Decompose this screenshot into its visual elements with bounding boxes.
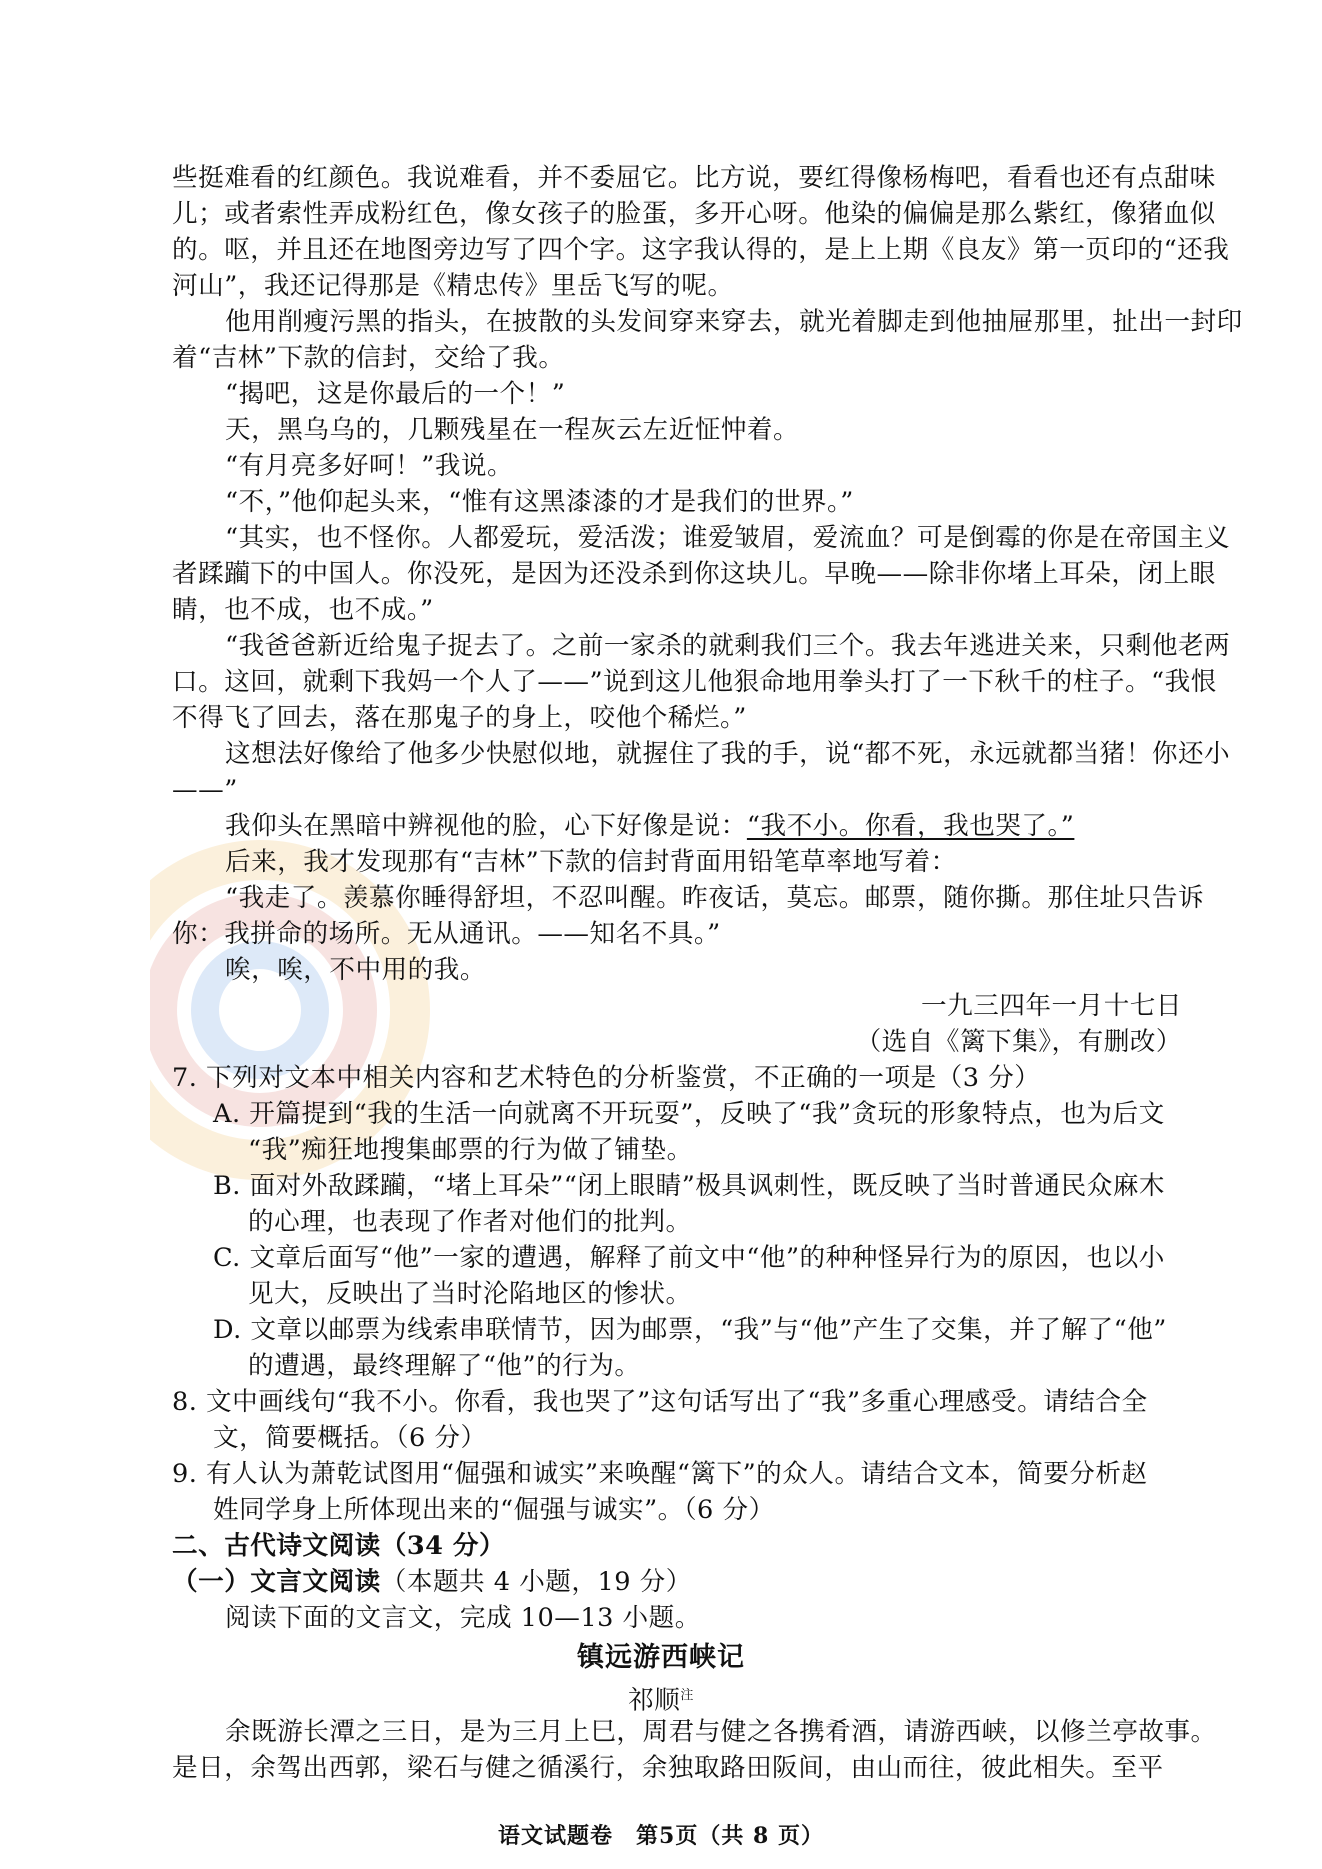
text-line-2: 儿；或者索性弄成粉红色，像女孩子的脸蛋，多开心呀。他染的偏偏是那么紫红，像猪血似 bbox=[172, 199, 1216, 229]
option-d-line-2: 的遭遇，最终理解了“他”的行为。 bbox=[248, 1351, 641, 1381]
underlined-sentence: “我不小。你看，我也哭了。” bbox=[746, 811, 1075, 841]
text-line-6: 着“吉林”下款的信封，交给了我。 bbox=[172, 343, 565, 373]
passage-line-1: 余既游长潭之三日，是为三月上巳，周君与健之各携肴酒，请游西峡，以修兰亭故事。 bbox=[225, 1717, 1217, 1747]
question-8-line-2: 文，简要概括。（6 分） bbox=[213, 1423, 487, 1453]
source-line: （选自《篱下集》，有删改） bbox=[855, 1027, 1182, 1057]
text-line-1: 些挺难看的红颜色。我说难看，并不委屈它。比方说，要红得像杨梅吧，看看也还有点甜味 bbox=[172, 163, 1216, 193]
passage-author bbox=[0, 1678, 1322, 1719]
option-a-line-2: “我”痴狂地搜集邮票的行为做了铺垫。 bbox=[248, 1135, 693, 1165]
text-line-20: 后来，我才发现那有“吉林”下款的信封背面用铅笔草率地写着： bbox=[225, 847, 957, 877]
text-line-12: 者蹂躏下的中国人。你没死，是因为还没杀到你这块儿。早晚——除非你堵上耳朵，闭上眼 bbox=[172, 559, 1216, 589]
question-7: 7. 下列对文本中相关内容和艺术特色的分析鉴赏，不正确的一项是（3 分） bbox=[172, 1063, 1041, 1093]
reading-instruction: 阅读下面的文言文，完成 10—13 小题。 bbox=[225, 1603, 701, 1633]
text-line-5: 他用削瘦污黑的指头，在披散的头发间穿来穿去，就光着脚走到他抽屉那里，扯出一封印 bbox=[225, 307, 1243, 337]
text-line-17: 这想法好像给了他多少快慰似地，就握住了我的手，说“都不死，永远就都当猪！你还小 bbox=[225, 739, 1231, 769]
text-line-8: 天，黑乌乌的，几颗残星在一程灰云左近怔忡着。 bbox=[225, 415, 800, 445]
question-9-line-1: 9. 有人认为萧乾试图用“倔强和诚实”来唤醒“篱下”的众人。请结合文本，简要分析赵 bbox=[172, 1459, 1148, 1489]
text-line-13: 睛，也不成，也不成。” bbox=[172, 595, 434, 625]
date-line: 一九三四年一月十七日 bbox=[921, 991, 1182, 1021]
option-d-line-1: D. 文章以邮票为线索串联情节，因为邮票，“我”与“他”产生了交集，并了解了“他” bbox=[213, 1315, 1167, 1345]
text-line-9: “有月亮多好呵！”我说。 bbox=[225, 451, 514, 481]
text-line-3: 的。呕，并且还在地图旁边写了四个字。这字我认得的，是上上期《良友》第一页印的“还我 bbox=[172, 235, 1230, 265]
line-19-text: 我仰头在黑暗中辨视他的脸，心下好像是说： bbox=[225, 811, 747, 841]
passage-title: 镇远游西峡记 bbox=[577, 1642, 745, 1673]
passage-line-2: 是日，余驾出西郭，梁石与健之循溪行，余独取路田阪间，由山而往，彼此相失。至平 bbox=[172, 1753, 1164, 1783]
text-line-14: “我爸爸新近给鬼子捉去了。之前一家杀的就剩我们三个。我去年逃进关来，只剩他老两 bbox=[225, 631, 1231, 661]
subsection-note: （本题共 4 小题，19 分） bbox=[380, 1567, 692, 1597]
text-line-4: 河山”，我还记得那是《精忠传》里岳飞写的呢。 bbox=[172, 271, 734, 301]
option-a-line-1: A. 开篇提到“我的生活一向就离不开玩耍”，反映了“我”贪玩的形象特点，也为后文 bbox=[213, 1099, 1165, 1129]
author-name: 祁顺 bbox=[628, 1685, 681, 1716]
text-line-19 bbox=[225, 808, 1180, 844]
text-line-10: “不，”他仰起头来，“惟有这黑漆漆的才是我们的世界。” bbox=[225, 487, 854, 517]
text-line-15: 口。这回，就剩下我妈一个人了——”说到这儿他狠命地用拳头打了一下秋千的柱子。“我恨 bbox=[172, 667, 1217, 697]
option-b-line-1: B. 面对外敌蹂躏，“堵上耳朵”“闭上眼睛”极具讽刺性，既反映了当时普通民众麻木 bbox=[213, 1171, 1166, 1201]
subsection-title: （一）文言文阅读 bbox=[172, 1567, 381, 1597]
question-8-line-1: 8. 文中画线句“我不小。你看，我也哭了”这句话写出了“我”多重心理感受。请结合全 bbox=[172, 1387, 1148, 1417]
text-line-21: “我走了。羡慕你睡得舒坦，不忍叫醒。昨夜话，莫忘。邮票，随你撕。那住址只告诉 bbox=[225, 883, 1205, 913]
subsection-heading bbox=[172, 1564, 1182, 1600]
author-note-mark: 注 bbox=[680, 1688, 694, 1703]
question-9-line-2: 姓同学身上所体现出来的“倔强与诚实”。（6 分） bbox=[213, 1495, 775, 1525]
text-line-18: ——” bbox=[172, 775, 238, 805]
section-heading: 二、古代诗文阅读（34 分） bbox=[172, 1531, 506, 1561]
text-line-23: 唉，唉，不中用的我。 bbox=[225, 955, 486, 985]
text-line-7: “揭吧，这是你最后的一个！” bbox=[225, 379, 566, 409]
option-b-line-2: 的心理，也表现了作者对他们的批判。 bbox=[248, 1207, 692, 1237]
text-line-16: 不得飞了回去，落在那鬼子的身上，咬他个稀烂。” bbox=[172, 703, 747, 733]
text-line-22: 你：我拼命的场所。无从通讯。——知名不具。” bbox=[172, 919, 721, 949]
text-line-11: “其实，也不怪你。人都爱玩，爱活泼；谁爱皱眉，爱流血？可是倒霉的你是在帝国主义 bbox=[225, 523, 1231, 553]
option-c-line-1: C. 文章后面写“他”一家的遭遇，解释了前文中“他”的种种怪异行为的原因，也以小 bbox=[213, 1243, 1165, 1273]
option-c-line-2: 见大，反映出了当时沦陷地区的惨状。 bbox=[248, 1279, 692, 1309]
page-footer: 语文试题卷 第5页（共 8 页） bbox=[498, 1823, 824, 1849]
